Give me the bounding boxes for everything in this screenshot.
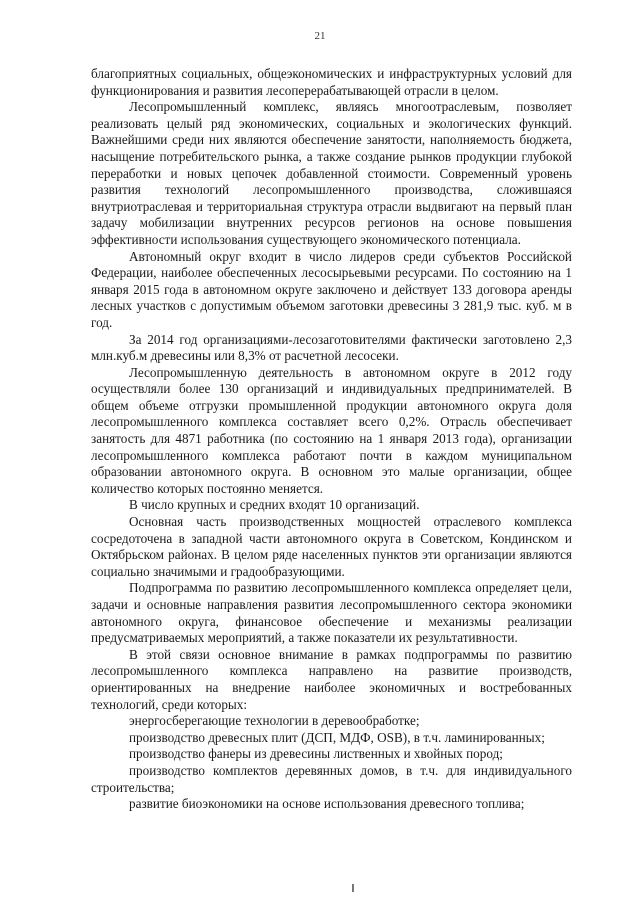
scan-mark — [352, 884, 354, 892]
list-item: производство древесных плит (ДСП, МДФ, OSB), в т.ч. ламинированных; — [129, 729, 545, 745]
list-item: энергосберегающие технологии в деревообработке; — [129, 713, 420, 729]
paragraph: Автономный округ входит в число лидеров среди субъектов Российской Федерации, наиболее обеспеченных лесосырьевыми ресурсами. По состоянию на 1 января 2015 года в автономном округе заключено и действует 133 договора аренды лесных участков с допустимым объемом заготовки древесины 3 281,9 тыс. куб. м в год. — [91, 248, 572, 330]
paragraph: В число крупных и средних входят 10 организаций. — [129, 497, 420, 513]
list-item: производство фанеры из древесины лиственных и хвойных пород; — [129, 746, 503, 762]
paragraph: благоприятных социальных, общеэкономических и инфраструктурных условий для функционирования и развития лесоперерабатывающей отрасли в целом. — [91, 66, 572, 98]
paragraph: Основная часть производственных мощностей отраслевого комплекса сосредоточена в западной части автономного округа в Советском, Кондинском и Октябрьском районах. В целом ряде населенных пунктов эти организации являются социально значимыми и градообразующими. — [91, 514, 572, 579]
paragraph: В этой связи основное внимание в рамках подпрограммы по развитию лесопромышленного комплекса направлено на развитие производств, ориентированных на внедрение наиболее экономичных и востребованных технологий, среди которых: — [91, 646, 572, 712]
page-number: 21 — [314, 30, 326, 42]
paragraph: Подпрограмма по развитию лесопромышленного комплекса определяет цели, задачи и основные направления развития лесопромышленного сектора экономики автономного округа, финансовое обеспечение и механизмы реализации предусматриваемых мероприятий, а также показатели их результативности. — [91, 580, 572, 646]
paragraph: За 2014 год организациями-лесозаготовителями фактически заготовлено 2,3 млн.куб.м древесины или 8,3% от расчетной лесосеки. — [91, 331, 572, 364]
list-item: развитие биоэкономики на основе использования древесного топлива; — [129, 796, 525, 812]
list-item: производство комплектов деревянных домов, в т.ч. для индивидуального строительства; — [91, 762, 572, 795]
paragraph: Лесопромышленный комплекс, являясь многоотраслевым, позволяет реализовать целый ряд экономических, социальных и экологических функций. Важнейшими среди них являются обеспечение занятости, наполняемость бюджета, насыщение потребительского рынка, а также создание рынков продукции глубокой переработки и новых цепочек добавленной стоимости. Современный уровень развития технологий лесопромышленного производства, сложившаяся внутриотраслевая и территориальная структура отрасли выдвигают на первый план задачу мобилизации внутренних ресурсов регионов на основе повышения эффективности использования существующего экономического потенциала. — [91, 99, 572, 247]
paragraph: Лесопромышленную деятельность в автономном округе в 2012 году осуществляли более 130 организаций и индивидуальных предпринимателей. В общем объеме отгрузки промышленной продукции автономного округа доля лесопромышленного комплекса составляет всего 0,2%. Отрасль обеспечивает занятость для 4871 работника (по состоянию на 1 января 2013 года), организации лесопромышленного комплекса работают почти в каждом муниципальном образовании автономного округа. В основном это малые организации, общее количество которых постоянно меняется. — [91, 364, 572, 496]
document-body — [91, 66, 572, 813]
